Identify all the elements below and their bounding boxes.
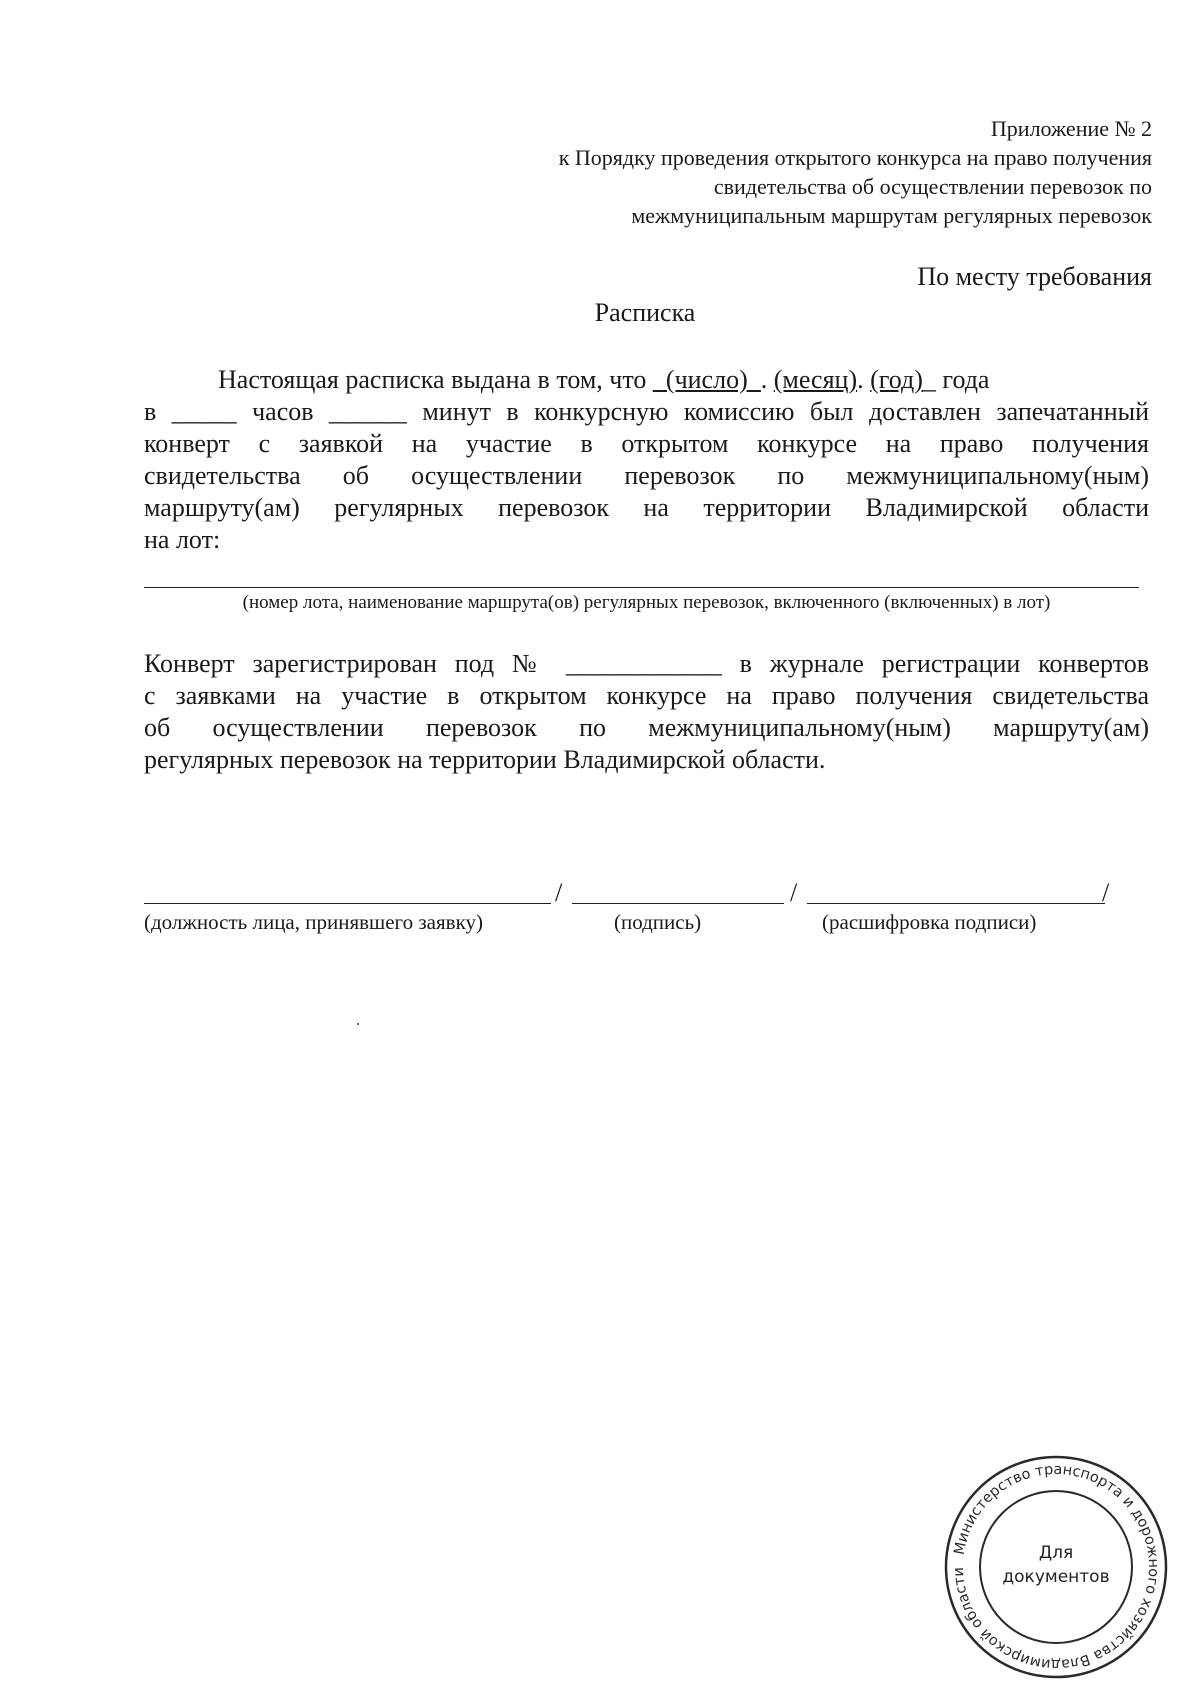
decoding-caption: (расшифровка подписи) bbox=[822, 910, 1037, 934]
document-title: Расписка bbox=[594, 298, 696, 327]
day-field: _(число)_ bbox=[652, 365, 761, 394]
receipt-line-3: конверт с заявкой на участие в открытом конкурсе на право получения bbox=[144, 429, 1149, 458]
slash-1: / bbox=[555, 878, 563, 907]
appendix-number: Приложение № 2 bbox=[990, 116, 1152, 141]
receipt-date-line bbox=[144, 364, 1149, 396]
position-blank-line bbox=[144, 903, 551, 904]
receipt-line-6: на лот: bbox=[144, 525, 221, 554]
receipt-time-line: в _____ часов ______ минут в конкурсную комиссию был доставлен запечатанный bbox=[144, 397, 1149, 426]
stamp-ring-text: Министерство транспорта и дорожного хозяйства Владимирской области bbox=[950, 1461, 1162, 1673]
registration-line-4: регулярных перевозок на территории Владимирской области. bbox=[144, 745, 826, 774]
year-suffix: _ года bbox=[922, 365, 990, 394]
month-field: (месяц) bbox=[773, 365, 858, 394]
registration-line-3: об осуществлении перевозок по межмуниципальному(ным) маршруту(ам) bbox=[144, 713, 1149, 742]
registration-line-2: с заявками на участие в открытом конкурсе на право получения свидетельства bbox=[144, 681, 1149, 710]
stray-dot bbox=[357, 1023, 359, 1025]
receipt-line-4: свидетельства об осуществлении перевозок по межмуниципальному(ным) bbox=[144, 461, 1149, 490]
signature-blank-line bbox=[572, 903, 784, 904]
registration-paragraph bbox=[144, 648, 1149, 776]
stamp-center-line-2: документов bbox=[1002, 1567, 1110, 1587]
year-field: (год) bbox=[870, 365, 923, 394]
lot-blank-line bbox=[144, 587, 1139, 588]
stamp-center-line-1: Для bbox=[1038, 1543, 1074, 1563]
registration-line-1: Конверт зарегистрирован под № ____________ в журнале регистрации конвертов bbox=[144, 649, 1149, 678]
position-caption: (должность лица, принявшего заявку) bbox=[144, 910, 483, 934]
receipt-paragraph bbox=[144, 364, 1149, 556]
stamp-center-text bbox=[942, 1541, 1170, 1589]
appendix-ref-line-1: к Порядку проведения открытого конкурса на право получения bbox=[558, 145, 1152, 170]
slash-3: / bbox=[1102, 878, 1110, 907]
appendix-ref-line-2: свидетельства об осуществлении перевозок по bbox=[713, 174, 1152, 199]
appendix-header bbox=[452, 114, 1152, 230]
decoding-blank-line bbox=[807, 903, 1105, 904]
receipt-intro: Настоящая расписка выдана в том, что bbox=[218, 365, 653, 394]
signature-caption: (подпись) bbox=[614, 910, 702, 934]
destination-note: По месту требования bbox=[917, 262, 1152, 291]
receipt-line-5: маршруту(ам) регулярных перевозок на территории Владимирской области bbox=[144, 493, 1149, 522]
ministry-stamp bbox=[942, 1453, 1170, 1681]
date-separator-1: . bbox=[760, 365, 774, 394]
appendix-ref-line-3: межмуниципальным маршрутам регулярных перевозок bbox=[631, 203, 1152, 228]
slash-2: / bbox=[790, 878, 798, 907]
lot-caption: (номер лота, наименование маршрута(ов) регулярных перевозок, включенного (включенных) в лот) bbox=[242, 592, 1051, 613]
date-separator-2: . bbox=[857, 365, 871, 394]
